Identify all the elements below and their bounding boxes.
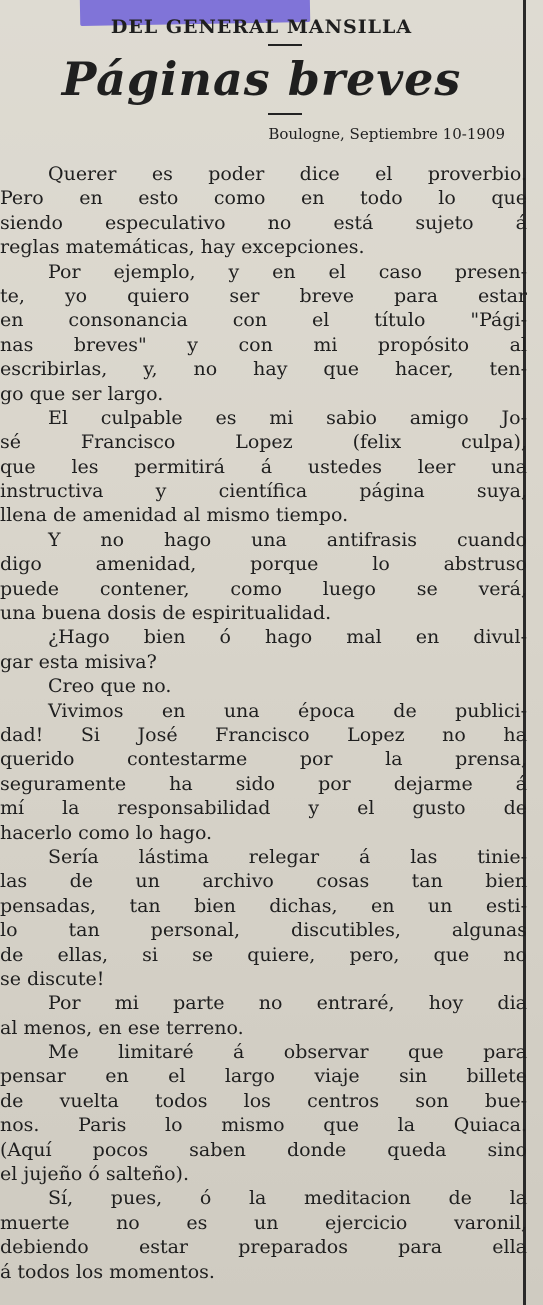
text-line: Creo que no. bbox=[48, 675, 172, 698]
text-line: se discute! bbox=[0, 967, 105, 990]
text-line: querido contestarme por la prensa, bbox=[0, 748, 527, 771]
text-line: pensar en el largo viaje sin billete bbox=[0, 1065, 527, 1088]
text-line: go que ser largo. bbox=[0, 382, 164, 405]
text-line: en consonancia con el título "Pági- bbox=[0, 309, 527, 332]
paragraph bbox=[0, 699, 527, 845]
header-rule bbox=[268, 44, 302, 46]
text-line: Por ejemplo, y en el caso presen- bbox=[48, 260, 527, 283]
text-line: debiendo estar preparados para ella bbox=[0, 1236, 527, 1259]
paragraph bbox=[0, 991, 527, 1040]
text-line: de ellas, si se quiere, pero, que no bbox=[0, 943, 527, 966]
section-kicker: DEL GENERAL MANSILLA bbox=[110, 16, 413, 38]
dateline: Boulogne, Septiembre 10-1909 bbox=[268, 125, 505, 143]
text-line: Sería lástima relegar á las tinie- bbox=[48, 845, 527, 868]
paragraph bbox=[0, 1186, 527, 1284]
text-line: te, yo quiero ser breve para estar bbox=[0, 284, 527, 307]
article-title: Páginas breves bbox=[61, 52, 462, 106]
title-rule bbox=[268, 113, 302, 115]
paragraph bbox=[0, 674, 527, 698]
text-line: muerte no es un ejercicio varonil, bbox=[0, 1211, 527, 1234]
text-line: sé Francisco Lopez (felix culpa), bbox=[0, 431, 527, 454]
text-line: Y no hago una antifrasis cuando bbox=[48, 528, 527, 551]
text-line: al menos, en ese terreno. bbox=[0, 1016, 244, 1039]
text-line: siendo especulativo no está sujeto á bbox=[0, 211, 527, 234]
text-line: lo tan personal, discutibles, algunas bbox=[0, 919, 527, 942]
text-line: escribirlas, y, no hay que hacer, ten- bbox=[0, 358, 527, 381]
text-line: Vivimos en una época de publici- bbox=[48, 699, 527, 722]
text-line: gar esta misiva? bbox=[0, 650, 157, 673]
text-line: que les permitirá á ustedes leer una bbox=[0, 455, 527, 478]
text-line: Pero en esto como en todo lo que bbox=[0, 187, 527, 210]
text-line: mí la responsabilidad y el gusto de bbox=[0, 797, 527, 820]
text-line: nos. Paris lo mismo que la Quiaca. bbox=[0, 1114, 527, 1137]
text-line: dad! Si José Francisco Lopez no ha bbox=[0, 723, 527, 746]
text-line: á todos los momentos. bbox=[0, 1260, 215, 1283]
text-line: Me limitaré á observar que para bbox=[48, 1041, 527, 1064]
paragraph bbox=[0, 260, 527, 406]
text-line: instructiva y científica página suya, bbox=[0, 480, 527, 503]
text-line: de vuelta todos los centros son bue- bbox=[0, 1089, 527, 1112]
text-line: seguramente ha sido por dejarme á bbox=[0, 772, 527, 795]
text-line: digo amenidad, porque lo abstruso bbox=[0, 553, 527, 576]
text-line: llena de amenidad al mismo tiempo. bbox=[0, 504, 349, 527]
text-line: Querer es poder dice el proverbio. bbox=[48, 163, 527, 185]
paragraph bbox=[0, 162, 527, 260]
text-line: ¿Hago bien ó hago mal en divul- bbox=[48, 626, 527, 649]
text-line: pensadas, tan bien dichas, en un esti- bbox=[0, 894, 527, 917]
text-line: nas breves" y con mi propósito al bbox=[0, 333, 527, 356]
text-line: el jujeño ó salteño). bbox=[0, 1163, 189, 1186]
paragraph bbox=[0, 1040, 527, 1186]
text-line: Sí, pues, ó la meditacion de la bbox=[48, 1187, 527, 1210]
text-line: Por mi parte no entraré, hoy dia bbox=[48, 992, 527, 1015]
article-body bbox=[0, 162, 527, 1284]
paragraph bbox=[0, 406, 527, 528]
text-line: El culpable es mi sabio amigo Jo- bbox=[48, 406, 527, 429]
text-line: las de un archivo cosas tan bien bbox=[0, 870, 527, 893]
text-line: una buena dosis de espiritualidad. bbox=[0, 602, 332, 625]
text-line: puede contener, como luego se verá, bbox=[0, 577, 527, 600]
paragraph bbox=[0, 528, 527, 626]
text-line: hacerlo como lo hago. bbox=[0, 821, 213, 844]
paragraph bbox=[0, 625, 527, 674]
paragraph bbox=[0, 845, 527, 991]
text-line: (Aquí pocos saben donde queda sino bbox=[0, 1138, 527, 1161]
text-line: reglas matemáticas, hay excepciones. bbox=[0, 236, 365, 259]
